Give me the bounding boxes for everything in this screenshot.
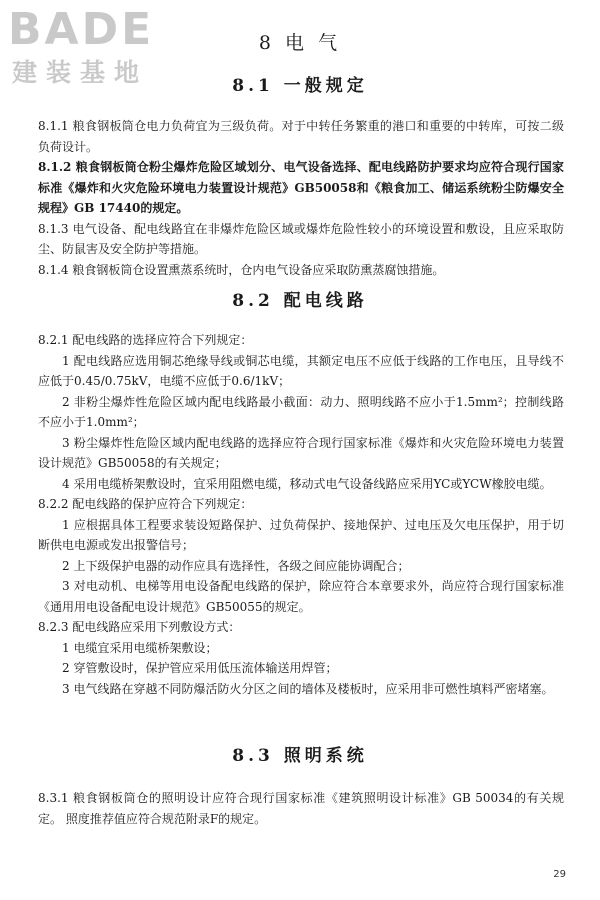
section-body: [38, 330, 564, 699]
clause-8-2-1: 8.2.1 配电线路的选择应符合下列规定：: [38, 333, 253, 347]
list-item: 2 非粉尘爆炸性危险区域内配电线路最小截面：动力、照明线路不应小于1.5mm²；控制线路不应小于1.0mm²；: [38, 394, 564, 429]
page-number: 29: [553, 869, 566, 880]
list-item: 3 对电动机、电梯等用电设备配电线路的保护，除应符合本章要求外，尚应符合现行国家标准《通用用电设备配电设计规范》GB50055的规定。: [38, 579, 564, 614]
section-title: 8.2 配电线路: [232, 291, 368, 311]
list-item: 1 电缆宜采用电缆桥架敷设；: [62, 640, 218, 655]
section-body: [38, 116, 564, 280]
clause-8-2-3: 8.2.3 配电线路应采用下列敷设方式：: [38, 620, 241, 634]
list-item: 4 采用电缆桥架敷设时，宜采用阻燃电缆，移动式电气设备线路应采用YC或YCW橡胶电缆。: [62, 476, 552, 491]
list-item: 3 电气线路在穿越不同防爆活防火分区之间的墙体及楼板时，应采用非可燃性填料严密堵塞。: [62, 681, 554, 696]
clause-8-1-4: 8.1.4 粮食钢板筒仓设置熏蒸系统时，仓内电气设备应采取防熏蒸腐蚀措施。: [38, 262, 445, 277]
logo-subtitle: 建装基地: [12, 58, 149, 87]
list-item: 2 穿管敷设时，保护管应采用低压流体输送用焊管；: [62, 661, 338, 675]
chapter-title: 8 电 气: [258, 32, 342, 54]
list-item: 1 应根据具体工程要求装设短路保护、过负荷保护、接地保护、过电压及欠电压保护，用于切断供电电源或发出报警信号；: [38, 517, 564, 552]
section-body: [38, 788, 564, 829]
clause-8-1-3: 8.1.3 电气设备、配电线路宜在非爆炸危险区域或爆炸危险性较小的环境设置和敷设，且应采取防尘、防鼠害及安全防护等措施。: [38, 221, 564, 256]
list-item: 1 配电线路应选用铜芯绝缘导线或铜芯电缆，其额定电压不应低于线路的工作电压，且导线不应低于0.45/0.75kV，电缆不应低于0.6/1kV；: [38, 353, 564, 388]
section-title: 8.1 一般规定: [232, 76, 368, 96]
list-item: 3 粉尘爆炸性危险区域内配电线路的选择应符合现行国家标准《爆炸和火灾危险环境电力装置设计规范》GB50058的有关规定；: [38, 435, 564, 470]
logo-letters: BADE: [8, 4, 155, 55]
clause-8-2-2: 8.2.2 配电线路的保护应符合下列规定：: [38, 497, 253, 511]
clause-8-1-2: 8.1.2 粮食钢板筒仓粉尘爆炸危险区域划分、电气设备选择、配电线路防护要求均应符合现行国家标准《爆炸和火灾危险环境电力装置设计规范》GB50058和《粮食加工、储运系统粉尘防爆安全规程》GB 17440的规定。: [38, 160, 564, 215]
clause-8-1-1: 8.1.1 粮食钢板筒仓电力负荷宜为三级负荷。对于中转任务繁重的港口和重要的中转库，可按二级负荷设计。: [38, 119, 564, 154]
list-item: 2 上下级保护电器的动作应具有选择性，各级之间应能协调配合；: [62, 558, 410, 573]
clause-8-3-1: 8.3.1 粮食钢板筒仓的照明设计应符合现行国家标准《建筑照明设计标准》GB 50034的有关规定。 照度推荐值应符合规范附录F的规定。: [38, 791, 564, 826]
section-title: 8.3 照明系统: [232, 746, 368, 766]
